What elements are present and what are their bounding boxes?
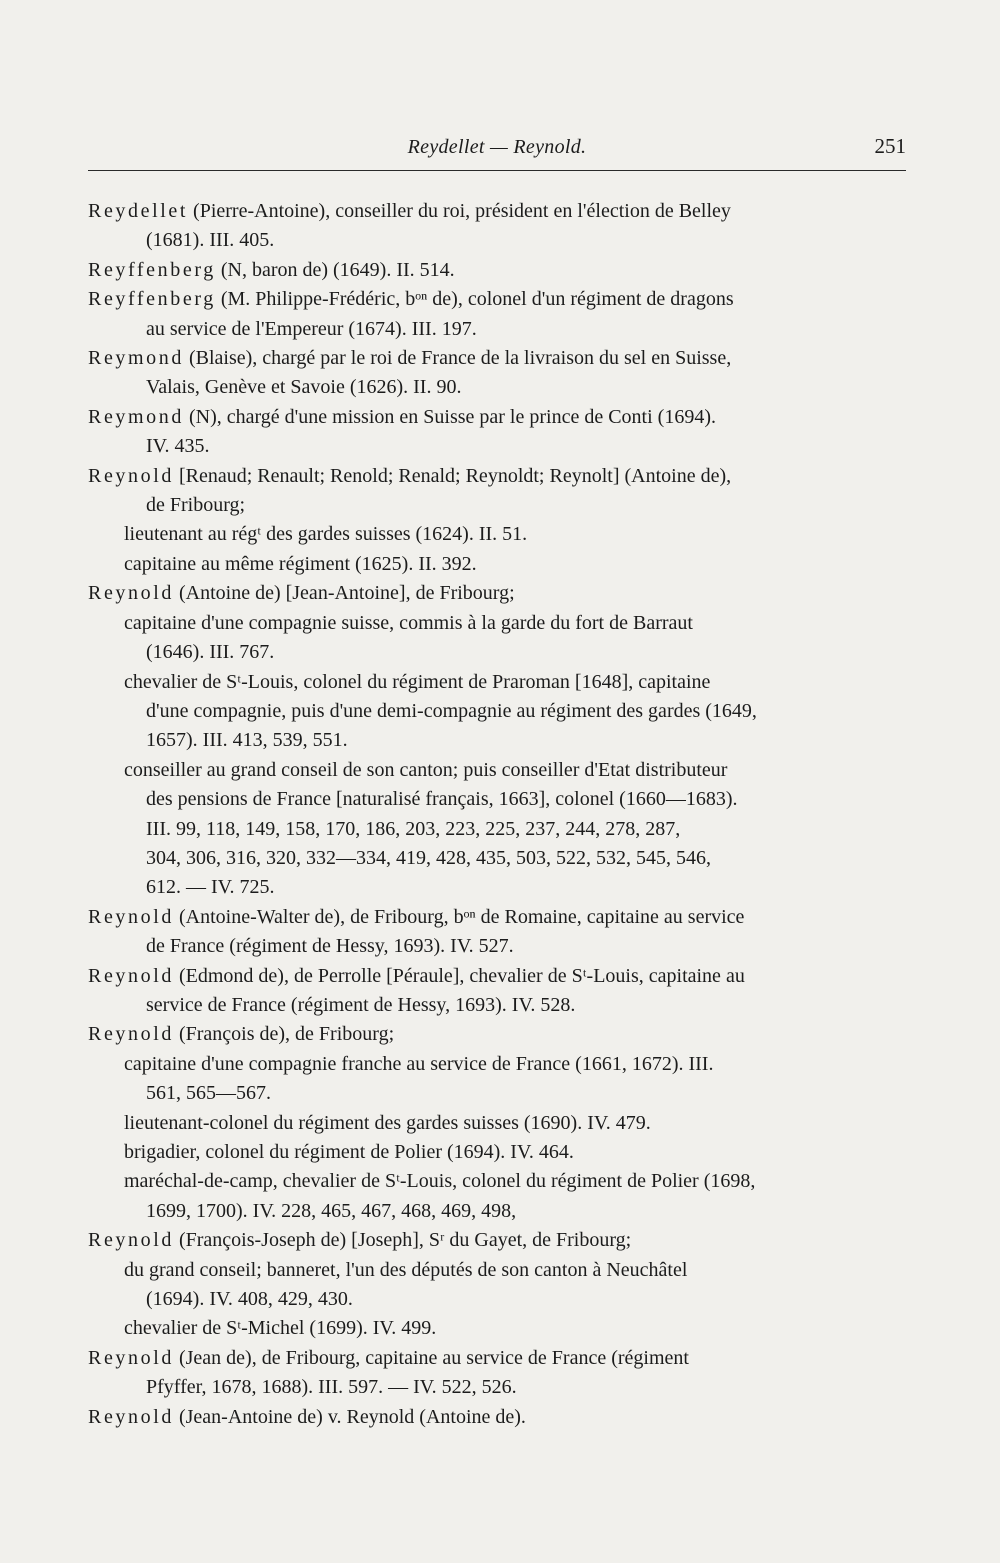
- entry-line: [88, 1256, 906, 1285]
- entry-headline: [88, 197, 906, 226]
- entry-headline: [88, 903, 906, 932]
- entry-text: 304, 306, 316, 320, 332—334, 419, 428, 435, 503, 522, 532, 545, 546,: [146, 846, 711, 869]
- index-entry: [88, 403, 906, 462]
- entry-surname: Reyffenberg: [88, 288, 216, 311]
- entry-surname: Reydellet: [88, 200, 189, 222]
- entry-headline: [88, 344, 906, 373]
- entry-line: [88, 726, 906, 755]
- entry-surname: Reynold: [88, 1229, 174, 1252]
- entry-line: [88, 756, 906, 785]
- index-entry: [88, 256, 906, 285]
- entry-surname: Reymond: [88, 405, 184, 428]
- entry-headline: [88, 285, 906, 314]
- entry-line: [88, 1197, 906, 1226]
- entry-text: (Blaise), chargé par le roi de France de la livraison du sel en Suisse,: [183, 347, 732, 370]
- entry-line: [88, 844, 906, 873]
- entry-text: du grand conseil; banneret, l'un des députés de son canton à Neuchâtel: [124, 1258, 688, 1281]
- entry-headline: [88, 962, 906, 991]
- entry-text: de Fribourg;: [146, 494, 246, 517]
- index-entry: [88, 1344, 906, 1403]
- entry-line: [88, 1314, 906, 1343]
- entry-text: (Edmond de), de Perrolle [Péraule], chevalier de Sᵗ-Louis, capitaine au: [173, 964, 745, 987]
- entry-line: [88, 1050, 906, 1079]
- entry-text: capitaine d'une compagnie franche au service de France (1661, 1672). III.: [124, 1052, 714, 1075]
- entry-text: capitaine au même régiment (1625). II. 392.: [124, 552, 477, 575]
- entry-surname: Reynold: [88, 1346, 174, 1369]
- index-entry: [88, 1403, 906, 1432]
- entry-text: capitaine d'une compagnie suisse, commis à la garde du fort de Barraut: [124, 611, 693, 634]
- entry-text: Pfyffer, 1678, 1688). III. 597. — IV. 522, 526.: [146, 1376, 517, 1399]
- entry-surname: Reynold: [88, 964, 174, 987]
- entry-text: (Jean de), de Fribourg, capitaine au service de France (régiment: [173, 1346, 689, 1369]
- entry-text: des pensions de France [naturalisé français, 1663], colonel (1660—1683).: [146, 788, 738, 811]
- entry-headline: [88, 1344, 906, 1373]
- entry-text: 1699, 1700). IV. 228, 465, 467, 468, 469, 498,: [146, 1199, 517, 1222]
- entry-line: [88, 1167, 906, 1196]
- entry-text: au service de l'Empereur (1674). III. 197.: [146, 317, 477, 340]
- entry-surname: Reynold: [88, 1023, 174, 1046]
- entry-text: 1657). III. 413, 539, 551.: [146, 729, 348, 752]
- entry-text: (Pierre-Antoine), conseiller du roi, président en l'élection de Belley: [188, 200, 731, 222]
- entry-text: brigadier, colonel du régiment de Polier (1694). IV. 464.: [124, 1141, 574, 1163]
- entry-surname: Reynold: [88, 464, 174, 487]
- entry-surname: Reynold: [88, 1405, 174, 1428]
- entry-text: lieutenant-colonel du régiment des gardes suisses (1690). IV. 479.: [124, 1111, 651, 1134]
- entry-text: maréchal-de-camp, chevalier de Sᵗ-Louis, colonel du régiment de Polier (1698,: [124, 1170, 756, 1193]
- entry-line: [88, 1138, 906, 1167]
- entry-text: IV. 435.: [146, 435, 210, 458]
- entry-text: (François de), de Fribourg;: [173, 1023, 395, 1046]
- entry-text: service de France (régiment de Hessy, 1693). IV. 528.: [146, 993, 576, 1016]
- index-entry: [88, 1226, 906, 1344]
- entry-text: (N, baron de) (1649). II. 514.: [215, 258, 455, 281]
- index-entry: [88, 285, 906, 344]
- entry-line: [88, 815, 906, 844]
- running-title: Reydellet — Reynold.: [407, 136, 587, 158]
- index-entry: [88, 903, 906, 962]
- entry-headline: [88, 1403, 906, 1432]
- entry-line: [88, 785, 906, 814]
- index-entry: [88, 197, 906, 256]
- entry-text: conseiller au grand conseil de son canton; puis conseiller d'Etat distributeur: [124, 758, 728, 781]
- entry-text: 561, 565—567.: [146, 1082, 271, 1105]
- entry-headline: [88, 579, 906, 608]
- entry-line: [88, 609, 906, 638]
- entry-text: d'une compagnie, puis d'une demi-compagnie au régiment des gardes (1649,: [146, 699, 757, 722]
- entry-text: III. 99, 118, 149, 158, 170, 186, 203, 223, 225, 237, 244, 278, 287,: [146, 817, 681, 840]
- entry-headline: [88, 462, 906, 491]
- entry-headline: [88, 403, 906, 432]
- entry-line: [88, 226, 906, 255]
- entry-line: [88, 373, 906, 402]
- entry-text: lieutenant au régᵗ des gardes suisses (1624). II. 51.: [124, 523, 528, 546]
- index-entry: [88, 1020, 906, 1226]
- entry-line: [88, 520, 906, 549]
- entry-text: [Renaud; Renault; Renold; Renald; Reynoldt; Reynolt] (Antoine de),: [173, 464, 732, 487]
- entry-text: (François-Joseph de) [Joseph], Sʳ du Gayet, de Fribourg;: [173, 1229, 632, 1252]
- index-entry: [88, 962, 906, 1021]
- entry-line: [88, 873, 906, 902]
- entry-text: Valais, Genève et Savoie (1626). II. 90.: [146, 376, 462, 399]
- entry-surname: Reymond: [88, 347, 184, 370]
- entry-text: chevalier de Sᵗ-Michel (1699). IV. 499.: [124, 1317, 437, 1340]
- index-entries: [88, 197, 906, 1432]
- entry-text: (M. Philippe-Frédéric, bᵒⁿ de), colonel d'un régiment de dragons: [215, 288, 734, 311]
- entry-text: (N), chargé d'une mission en Suisse par le prince de Conti (1694).: [183, 405, 716, 428]
- index-entry: [88, 579, 906, 902]
- entry-line: [88, 697, 906, 726]
- header-rule: [88, 170, 906, 171]
- entry-line: [88, 1079, 906, 1108]
- entry-line: [88, 991, 906, 1020]
- index-entry: [88, 462, 906, 580]
- entry-surname: Reynold: [88, 905, 174, 928]
- entry-text: (1646). III. 767.: [146, 641, 275, 664]
- entry-line: [88, 932, 906, 961]
- entry-headline: [88, 1020, 906, 1049]
- entry-line: [88, 432, 906, 461]
- entry-text: (1681). III. 405.: [146, 229, 275, 252]
- entry-surname: Reynold: [88, 582, 174, 605]
- entry-text: (Antoine de) [Jean-Antoine], de Fribourg;: [173, 582, 515, 605]
- running-head: [88, 134, 906, 168]
- page-number: 251: [874, 134, 906, 158]
- entry-line: [88, 1373, 906, 1402]
- index-entry: [88, 344, 906, 403]
- entry-headline: [88, 1226, 906, 1255]
- entry-line: [88, 315, 906, 344]
- entry-line: [88, 1285, 906, 1314]
- entry-text: (Jean-Antoine de) v. Reynold (Antoine de).: [173, 1405, 526, 1428]
- entry-text: 612. — IV. 725.: [146, 876, 275, 899]
- entry-line: [88, 668, 906, 697]
- entry-line: [88, 550, 906, 579]
- entry-line: [88, 1109, 906, 1138]
- entry-line: [88, 491, 906, 520]
- entry-text: de France (régiment de Hessy, 1693). IV. 527.: [146, 935, 514, 958]
- entry-line: [88, 638, 906, 667]
- entry-text: (1694). IV. 408, 429, 430.: [146, 1288, 353, 1311]
- entry-text: (Antoine-Walter de), de Fribourg, bᵒⁿ de Romaine, capitaine au service: [173, 905, 745, 928]
- entry-headline: [88, 256, 906, 285]
- entry-surname: Reyffenberg: [88, 258, 216, 281]
- entry-text: chevalier de Sᵗ-Louis, colonel du régiment de Praroman [1648], capitaine: [124, 670, 711, 693]
